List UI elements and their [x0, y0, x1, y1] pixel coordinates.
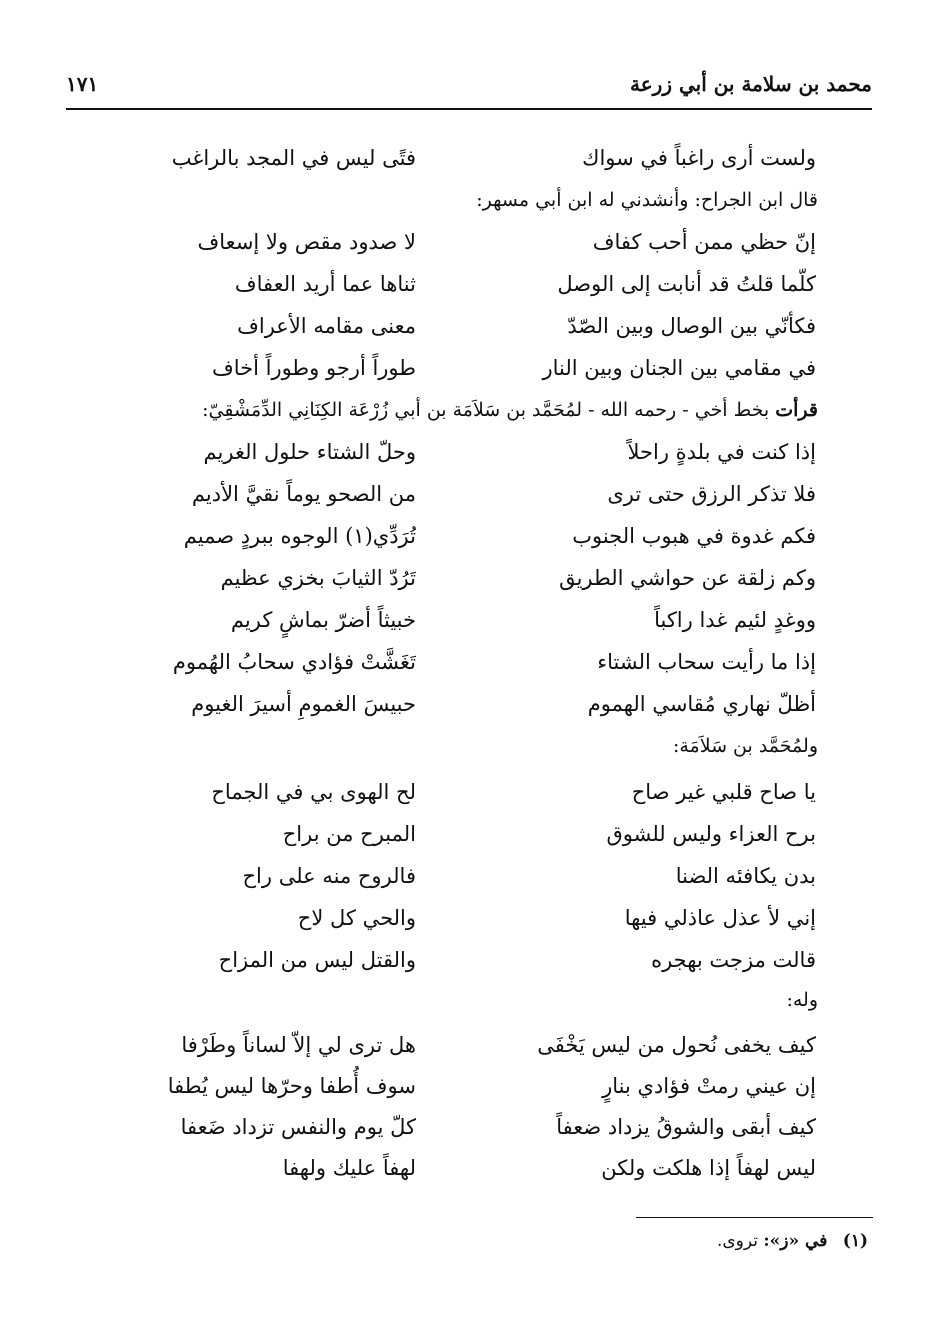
first-hemistich: إن عيني رمتْ فؤادي بنارٍ — [602, 1074, 816, 1098]
footnote-text: تروى. — [716, 1231, 758, 1251]
second-hemistich: تَغَشَّتْ فؤادي سحابُ الهُموم — [172, 650, 416, 674]
first-hemistich: ليس لهفاً إذا هلكت ولكن — [601, 1156, 816, 1180]
verse-line — [116, 856, 816, 896]
verse-line — [116, 1025, 816, 1065]
second-hemistich: والقتل ليس من المزاح — [218, 948, 416, 972]
second-hemistich: لهفاً عليك ولهفا — [282, 1156, 416, 1180]
prose-line: ولمُحَمَّد بن سَلاَمَة: — [672, 735, 818, 757]
first-hemistich: فكأنّي بين الوصال وبين الصّدّ — [567, 314, 816, 338]
first-hemistich: إنّ حظي ممن أحب كفاف — [592, 230, 816, 254]
verse-line — [116, 684, 816, 724]
footnote-source: في «ز»: — [763, 1231, 828, 1251]
second-hemistich: طوراً أرجو وطوراً أخاف — [211, 356, 416, 380]
first-hemistich: فلا تذكر الرزق حتى ترى — [607, 482, 816, 506]
footnote-divider — [636, 1217, 873, 1218]
second-hemistich: فالروح منه على راح — [242, 864, 416, 888]
footnote-mark: (١) — [842, 1231, 868, 1251]
second-hemistich: حبيسَ الغمومِ أسيرَ الغيوم — [191, 692, 416, 716]
first-hemistich: إذا كنت في بلدةٍ راحلاً — [627, 440, 816, 464]
verse-line — [116, 138, 816, 178]
first-hemistich: وكم زلقة عن حواشي الطريق — [559, 566, 816, 590]
verse-line — [116, 264, 816, 304]
verse-line — [116, 600, 816, 640]
first-hemistich: إذا ما رأيت سحاب الشتاء — [597, 650, 816, 674]
verse-line — [116, 558, 816, 598]
verse-line — [116, 306, 816, 346]
prose-line — [98, 390, 818, 430]
first-hemistich: فكم غدوة في هبوب الجنوب — [572, 524, 816, 548]
first-hemistich: ولست أرى راغباً في سواك — [582, 146, 816, 170]
verse-line — [116, 814, 816, 854]
page-number: ١٧١ — [66, 72, 99, 96]
first-hemistich: ووغدٍ لئيم غدا راكباً — [654, 608, 816, 632]
first-hemistich: إني لأ عذل عاذلي فيها — [624, 906, 816, 930]
verse-line — [116, 1148, 816, 1188]
first-hemistich: كيف أبقى والشوقُ يزداد ضعفاً — [556, 1115, 816, 1139]
second-hemistich: والحي كل لاح — [297, 906, 416, 930]
first-hemistich: يا صاح قلبي غير صاح — [631, 780, 816, 804]
second-hemistich: المبرح من براح — [282, 822, 416, 846]
prose-text: بخط أخي - رحمه الله - لمُحَمَّد بن سَلاَمَة بن أبي زُرْعَة الكِنَانِي الدِّمَشْقِيّ: — [202, 399, 770, 421]
second-hemistich: كلّ يوم والنفس تزداد ضَعفا — [180, 1115, 416, 1139]
first-hemistich: كلّما قلتُ قد أنابت إلى الوصل — [557, 272, 816, 296]
verse-line — [116, 1107, 816, 1147]
first-hemistich: بدن يكافئه الضنا — [675, 864, 816, 888]
first-hemistich: في مقامي بين الجنان وبين النار — [542, 356, 816, 380]
second-hemistich: لح الهوى بي في الجماح — [211, 780, 416, 804]
first-hemistich: قالت مزجت بهجره — [651, 948, 816, 972]
verse-line — [116, 516, 816, 556]
first-hemistich: كيف يخفى نُحول من ليس يَخْفَى — [537, 1033, 816, 1057]
first-hemistich: أظلّ نهاري مُقاسي الهموم — [587, 692, 816, 716]
verse-line — [116, 772, 816, 812]
second-hemistich: تُرَدِّي(١) الوجوه ببردٍ صميم — [183, 524, 416, 548]
verse-line — [116, 642, 816, 682]
verse-line — [116, 432, 816, 472]
page-header — [66, 60, 872, 110]
prose-line: وله: — [786, 989, 818, 1011]
verse-line — [116, 940, 816, 980]
second-hemistich: معنى مقامه الأعراف — [237, 314, 416, 338]
second-hemistich: فتًى ليس في المجد بالراغب — [171, 146, 416, 170]
verse-line — [116, 348, 816, 388]
verse-line — [116, 1066, 816, 1106]
second-hemistich: ثناها عما أريد العفاف — [234, 272, 416, 296]
verse-line — [116, 474, 816, 514]
verse-line — [116, 898, 816, 938]
second-hemistich: سوف أُطفا وحرّها ليس يُطفا — [167, 1074, 416, 1098]
first-hemistich: برح العزاء وليس للشوق — [606, 822, 816, 846]
prose-lead-word: قرأت — [775, 399, 818, 421]
footnote — [468, 1224, 868, 1258]
second-hemistich: هل ترى لي إلاّ لساناً وطَرْفا — [181, 1033, 416, 1057]
second-hemistich: من الصحو يوماً نقيَّ الأديم — [191, 482, 416, 506]
second-hemistich: لا صدود مقص ولا إسعاف — [197, 230, 416, 254]
running-title: محمد بن سلامة بن أبي زرعة — [630, 72, 872, 96]
second-hemistich: خبيثاً أضرّ بماشٍ كريم — [230, 608, 416, 632]
second-hemistich: وحلّ الشتاء حلول الغريم — [203, 440, 416, 464]
prose-line: قال ابن الجراح: وأنشدني له ابن أبي مسهر: — [476, 189, 818, 211]
second-hemistich: تَرُدّ الثيابَ بخزي عظيم — [220, 566, 416, 590]
verse-line — [116, 222, 816, 262]
